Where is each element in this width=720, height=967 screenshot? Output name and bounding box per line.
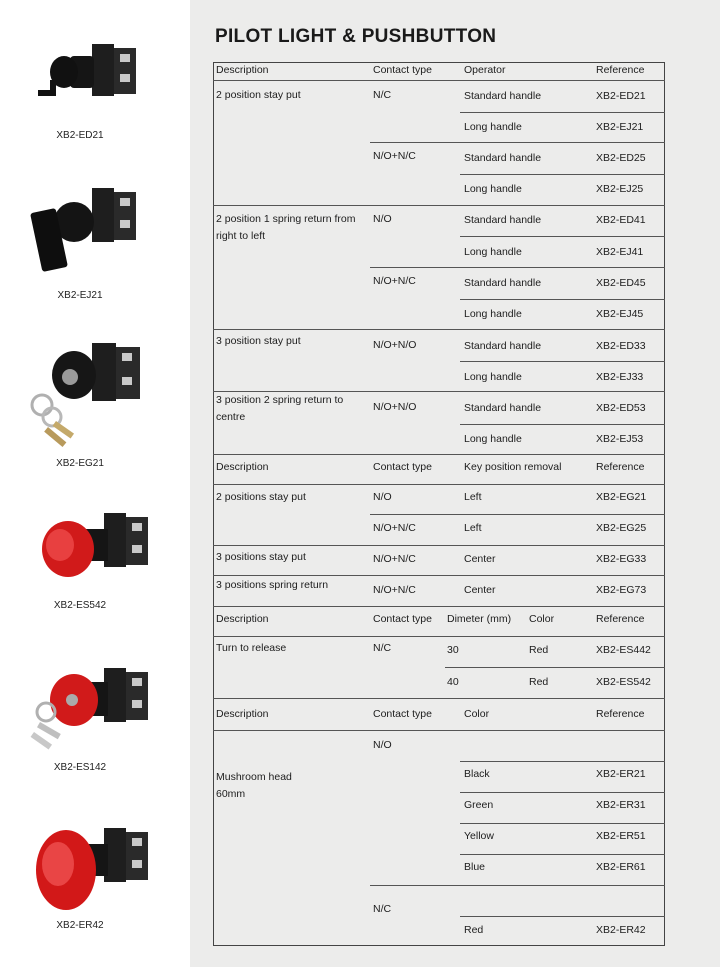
- header-reference: Reference: [596, 461, 645, 473]
- product-image-emergency-stop-key: [30, 660, 160, 760]
- cell-contact: N/O+N/C: [373, 150, 416, 162]
- cell-operator: Standard handle: [464, 340, 542, 352]
- cell-reference: XB2-EJ21: [596, 121, 644, 133]
- cell-divider: [460, 361, 665, 362]
- header-contact-type: Contact type: [373, 64, 432, 76]
- row-divider: [213, 730, 665, 731]
- cell-divider: [460, 236, 665, 237]
- product-image-selector-long: [30, 180, 150, 280]
- cell-description: 3 position 2 spring return to centre: [216, 394, 344, 423]
- row-divider: [213, 80, 665, 81]
- cell-divider: [370, 514, 665, 515]
- product-caption: XB2-EJ21: [57, 290, 103, 301]
- cell-reference: XB2-ED45: [596, 277, 646, 289]
- cell-divider: [460, 112, 665, 113]
- cell-divider: [460, 854, 665, 855]
- cell-contact: N/O: [373, 739, 392, 751]
- row-divider: [213, 484, 665, 485]
- cell-contact: N/O+N/O: [373, 339, 417, 351]
- cell-color: Red: [464, 924, 484, 936]
- header-operator: Operator: [464, 64, 506, 76]
- cell-divider: [370, 142, 665, 143]
- row-divider: [213, 606, 665, 607]
- header-description: Description: [216, 64, 269, 76]
- cell-description: 2 position 1 spring return from right to left: [216, 213, 356, 242]
- header-key-position-removal: Key position removal: [464, 461, 562, 473]
- product-image-selector-short: [30, 38, 150, 118]
- cell-divider: [460, 792, 665, 793]
- header-reference: Reference: [596, 708, 645, 720]
- cell-divider: [460, 761, 665, 762]
- cell-color: Red: [529, 676, 549, 688]
- cell-reference: XB2-ER21: [596, 768, 646, 780]
- cell-description: 3 positions stay put: [216, 551, 306, 563]
- product-caption: XB2-ED21: [56, 130, 104, 141]
- cell-divider: [370, 267, 665, 268]
- cell-color: Green: [464, 799, 494, 811]
- header-reference: Reference: [596, 64, 645, 76]
- cell-reference: XB2-EJ33: [596, 371, 644, 383]
- cell-reference: XB2-ED21: [596, 90, 646, 102]
- cell-color: Blue: [464, 861, 486, 873]
- cell-contact: N/O: [373, 213, 392, 225]
- header-contact-type: Contact type: [373, 613, 432, 625]
- header-color: Color: [464, 708, 490, 720]
- cell-description: Mushroom head 60mm: [216, 771, 292, 800]
- cell-key: Center: [464, 584, 496, 596]
- row-divider: [213, 575, 665, 576]
- cell-color: Red: [529, 644, 549, 656]
- cell-key: Left: [464, 522, 482, 534]
- cell-contact: N/C: [373, 89, 392, 101]
- cell-operator: Long handle: [464, 183, 522, 195]
- cell-description: 3 position stay put: [216, 335, 301, 347]
- cell-reference: XB2-ED33: [596, 340, 646, 352]
- cell-operator: Long handle: [464, 121, 522, 133]
- cell-color: Black: [464, 768, 490, 780]
- cell-reference: XB2-EJ53: [596, 433, 644, 445]
- cell-contact: N/O+N/C: [373, 553, 416, 565]
- cell-key: Center: [464, 553, 496, 565]
- cell-diameter: 30: [447, 644, 459, 656]
- cell-reference: XB2-ES542: [596, 676, 651, 688]
- header-contact-type: Contact type: [373, 461, 432, 473]
- row-divider: [213, 698, 665, 699]
- cell-divider: [460, 174, 665, 175]
- cell-reference: XB2-EG73: [596, 584, 647, 596]
- product-caption: XB2-ES142: [53, 762, 107, 773]
- product-image-mushroom-head: [30, 820, 160, 920]
- cell-description: Turn to release: [216, 642, 287, 654]
- cell-operator: Long handle: [464, 308, 522, 320]
- cell-contact: N/O: [373, 491, 392, 503]
- page-title: PILOT LIGHT & PUSHBUTTON: [215, 26, 497, 47]
- cell-reference: XB2-EG33: [596, 553, 647, 565]
- row-divider: [213, 329, 665, 330]
- cell-operator: Standard handle: [464, 277, 542, 289]
- product-caption: XB2-ER42: [56, 920, 104, 931]
- cell-reference: XB2-ED25: [596, 152, 646, 164]
- cell-contact: N/O+N/C: [373, 522, 416, 534]
- product-image-emergency-stop-40: [30, 505, 160, 595]
- cell-divider: [460, 823, 665, 824]
- cell-divider: [370, 885, 665, 886]
- header-description: Description: [216, 461, 269, 473]
- cell-description: 3 positions spring return: [216, 579, 329, 591]
- cell-key: Left: [464, 491, 482, 503]
- cell-reference: XB2-ER51: [596, 830, 646, 842]
- product-image-key-switch: [20, 335, 160, 455]
- cell-divider: [445, 667, 665, 668]
- cell-reference: XB2-EG21: [596, 491, 647, 503]
- cell-operator: Standard handle: [464, 402, 542, 414]
- cell-reference: XB2-EJ45: [596, 308, 644, 320]
- row-divider: [213, 454, 665, 455]
- cell-divider: [460, 916, 665, 917]
- product-caption: XB2-EG21: [56, 458, 104, 469]
- cell-reference: XB2-EJ25: [596, 183, 644, 195]
- cell-reference: XB2-EJ41: [596, 246, 644, 258]
- row-divider: [213, 545, 665, 546]
- cell-reference: XB2-ED41: [596, 214, 646, 226]
- header-color: Color: [529, 613, 555, 625]
- row-divider: [213, 636, 665, 637]
- header-contact-type: Contact type: [373, 708, 432, 720]
- cell-operator: Standard handle: [464, 90, 542, 102]
- cell-description: 2 position stay put: [216, 89, 301, 101]
- row-divider: [213, 205, 665, 206]
- cell-contact: N/O+N/C: [373, 275, 416, 287]
- cell-reference: XB2-ER61: [596, 861, 646, 873]
- cell-operator: Long handle: [464, 433, 522, 445]
- header-diameter: Dimeter (mm): [447, 613, 512, 625]
- cell-reference: XB2-ED53: [596, 402, 646, 414]
- product-caption: XB2-ES542: [53, 600, 107, 611]
- cell-contact: N/C: [373, 903, 392, 915]
- cell-operator: Long handle: [464, 246, 522, 258]
- cell-contact: N/C: [373, 642, 392, 654]
- cell-divider: [460, 424, 665, 425]
- cell-divider: [460, 299, 665, 300]
- cell-operator: Standard handle: [464, 214, 542, 226]
- cell-reference: XB2-ER31: [596, 799, 646, 811]
- cell-reference: XB2-ER42: [596, 924, 646, 936]
- header-description: Description: [216, 613, 269, 625]
- cell-operator: Long handle: [464, 371, 522, 383]
- cell-reference: XB2-EG25: [596, 522, 647, 534]
- cell-diameter: 40: [447, 676, 459, 688]
- header-description: Description: [216, 708, 269, 720]
- cell-operator: Standard handle: [464, 152, 542, 164]
- cell-contact: N/O+N/C: [373, 584, 416, 596]
- cell-contact: N/O+N/O: [373, 401, 417, 413]
- cell-color: Yellow: [464, 830, 494, 842]
- cell-reference: XB2-ES442: [596, 644, 651, 656]
- cell-description: 2 positions stay put: [216, 491, 306, 503]
- header-reference: Reference: [596, 613, 645, 625]
